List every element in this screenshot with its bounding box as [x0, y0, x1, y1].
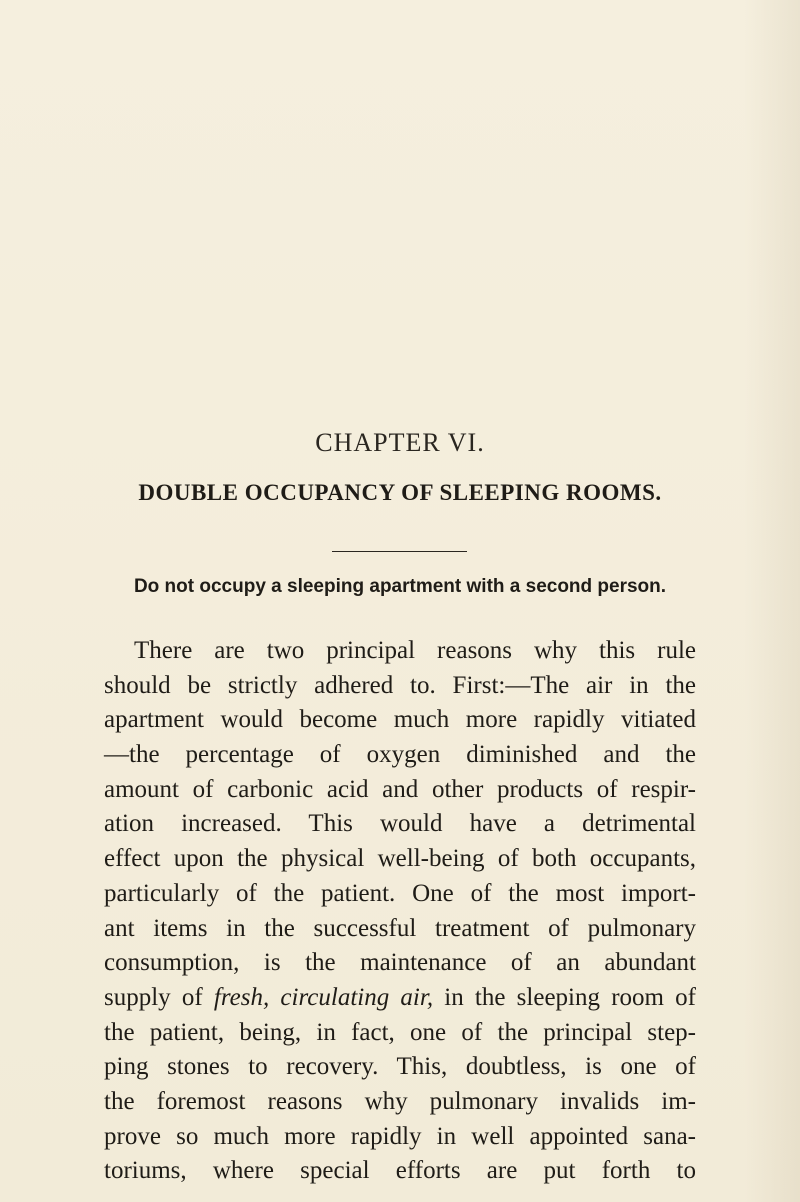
paragraph-line: the patient, being, in fact, one of the principal step-	[104, 1018, 696, 1046]
rule-statement: Do not occupy a sleeping apartment with a second person.	[133, 576, 667, 597]
paragraph-line: consumption, is the maintenance of an abundant	[104, 949, 696, 977]
supply-text-emphasis: fresh, circulating air,	[213, 983, 434, 1011]
supply-text-before: supply of	[104, 983, 214, 1011]
paragraph-line: ant items in the successful treatment of pulmonary	[104, 914, 696, 942]
paragraph-line: prove so much more rapidly in well appointed sana-	[104, 1122, 696, 1150]
paragraph-line: There are two principal reasons why this rule	[134, 637, 696, 664]
paragraph-line: ation increased. This would have a detrimental	[104, 810, 696, 838]
paragraph-line: the foremost reasons why pulmonary invalids im-	[104, 1087, 696, 1115]
paragraph-line: should be strictly adhered to. First:—The air in the	[104, 671, 696, 699]
supply-text-after: in the sleeping room of	[433, 983, 696, 1011]
body-paragraph	[104, 634, 696, 1189]
paragraph-line: toriums, where special efforts are put forth to	[104, 1157, 696, 1185]
paragraph-line: effect upon the physical well-being of both occupants,	[104, 845, 696, 873]
paragraph-line: —the percentage of oxygen diminished and the	[104, 741, 696, 769]
paragraph-line: ping stones to recovery. This, doubtless, is one of	[104, 1053, 696, 1081]
paragraph-line: amount of carbonic acid and other products of respir-	[104, 775, 696, 803]
chapter-heading: CHAPTER VI.	[315, 428, 485, 457]
paragraph-line: particularly of the patient. One of the most import-	[104, 879, 696, 907]
paragraph-line: apartment would become much more rapidly vitiated	[104, 706, 696, 734]
divider-rule	[332, 551, 467, 552]
chapter-title: DOUBLE OCCUPANCY OF SLEEPING ROOMS.	[138, 480, 662, 505]
paragraph-line-supply	[104, 981, 696, 1016]
